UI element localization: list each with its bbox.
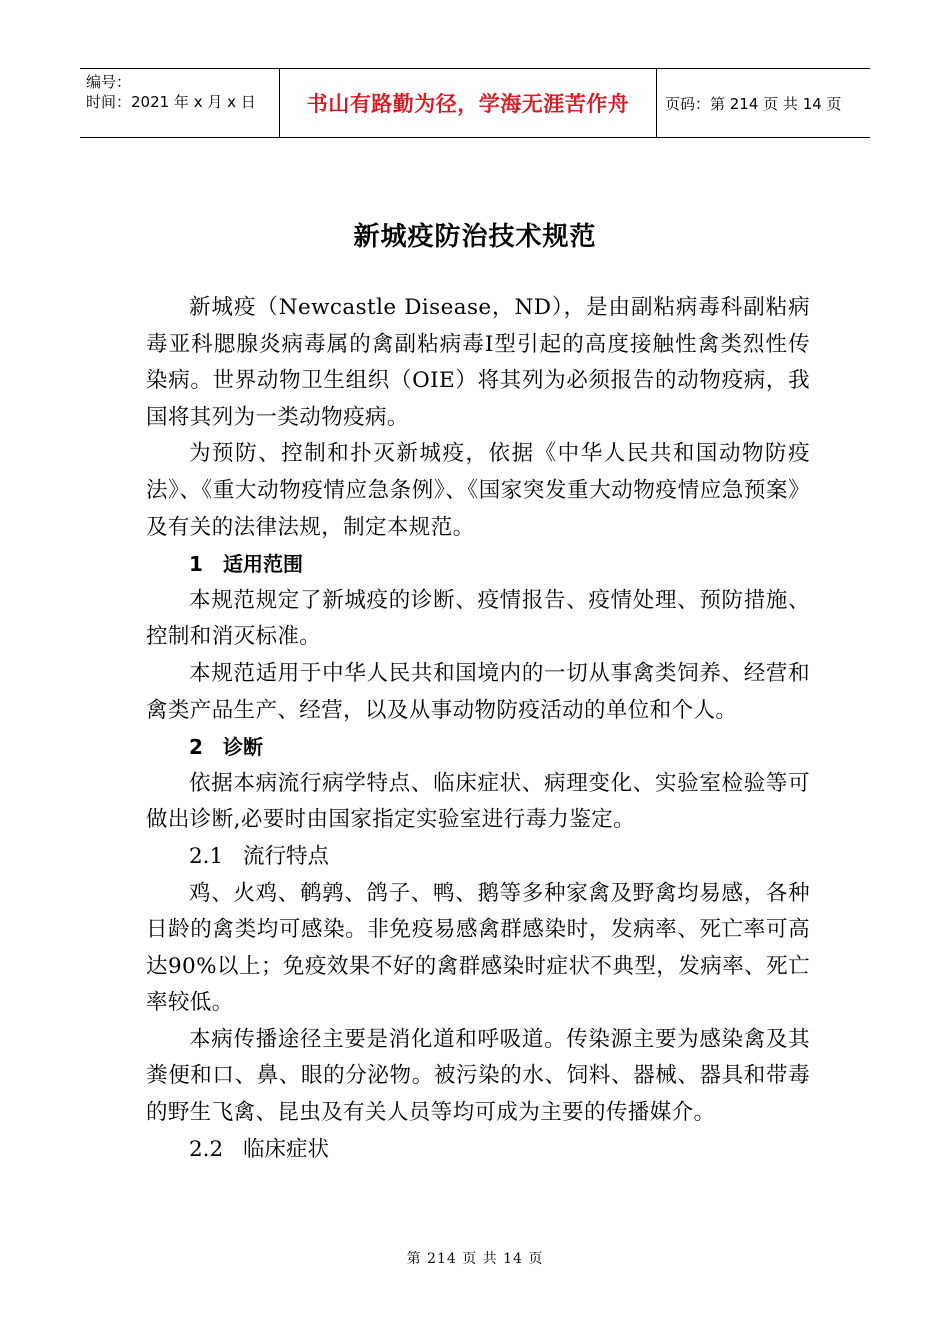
intro-paragraph: 为预防、控制和扑灭新城疫，依据《中华人民共和国动物防疫法》、《重大动物疫情应急条例》、《国家突发重大动物疫情应急预案》及有关的法律法规，制定本规范。 bbox=[146, 441, 810, 540]
section-title: 诊断 bbox=[223, 735, 263, 760]
header-slogan: 书山有路勤为径，学海无涯苦作舟 bbox=[280, 69, 657, 137]
page-footer: 第 214 页 共 14 页 bbox=[406, 1251, 544, 1267]
document-title: 新城疫防治技术规范 bbox=[353, 222, 597, 252]
header-page-number: 页码：第 214 页 共 14 页 bbox=[665, 94, 842, 113]
document-date-label: 时间：2021 年 x 月 x 日 bbox=[86, 93, 256, 111]
subsection-paragraph: 鸡、火鸡、鹌鹑、鸽子、鸭、鹅等多种家禽及野禽均易感，各种日龄的禽类均可感染。非免疫易感禽群感染时，发病率、死亡率可高达90%以上；免疫效果不好的禽群感染时症状不典型，发病率、死亡率较低。 bbox=[146, 880, 810, 1016]
section-heading-scope bbox=[146, 546, 810, 583]
section-number: 1 bbox=[189, 552, 203, 577]
header-meta bbox=[80, 69, 280, 137]
subsection-heading-epidemiology bbox=[146, 839, 810, 876]
page-header bbox=[80, 68, 870, 138]
section-paragraph: 本规范规定了新城疫的诊断、疫情报告、疫情处理、预防措施、控制和消灭标准。 bbox=[146, 587, 810, 650]
subsection-number: 2.1 bbox=[189, 843, 224, 869]
section-paragraph: 本规范适用于中华人民共和国境内的一切从事禽类饲养、经营和禽类产品生产、经营，以及从事动物防疫活动的单位和个人。 bbox=[146, 660, 810, 723]
section-number: 2 bbox=[189, 735, 203, 760]
intro-paragraph: 新城疫（Newcastle Disease，ND），是由副粘病毒科副粘病毒亚科腮腺炎病毒属的禽副粘病毒Ⅰ型引起的高度接触性禽类烈性传染病。世界动物卫生组织（OIE）将其列为必须报告的动物疫病，我国将其列为一类动物疫病。 bbox=[146, 295, 810, 430]
subsection-number: 2.2 bbox=[189, 1136, 224, 1162]
subsection-heading-symptoms bbox=[146, 1132, 810, 1169]
subsection-title: 临床症状 bbox=[243, 1136, 330, 1162]
document-body bbox=[146, 290, 810, 1168]
subsection-title: 流行特点 bbox=[243, 843, 330, 869]
section-paragraph: 依据本病流行病学特点、临床症状、病理变化、实验室检验等可做出诊断,必要时由国家指定实验室进行毒力鉴定。 bbox=[146, 770, 810, 833]
document-number-label: 编号： bbox=[86, 73, 132, 91]
section-heading-diagnosis bbox=[146, 729, 810, 766]
section-title: 适用范围 bbox=[223, 552, 303, 577]
subsection-paragraph: 本病传播途径主要是消化道和呼吸道。传染源主要为感染禽及其粪便和口、鼻、眼的分泌物。被污染的水、饲料、器械、器具和带毒的野生飞禽、昆虫及有关人员等均可成为主要的传播媒介。 bbox=[146, 1026, 810, 1126]
